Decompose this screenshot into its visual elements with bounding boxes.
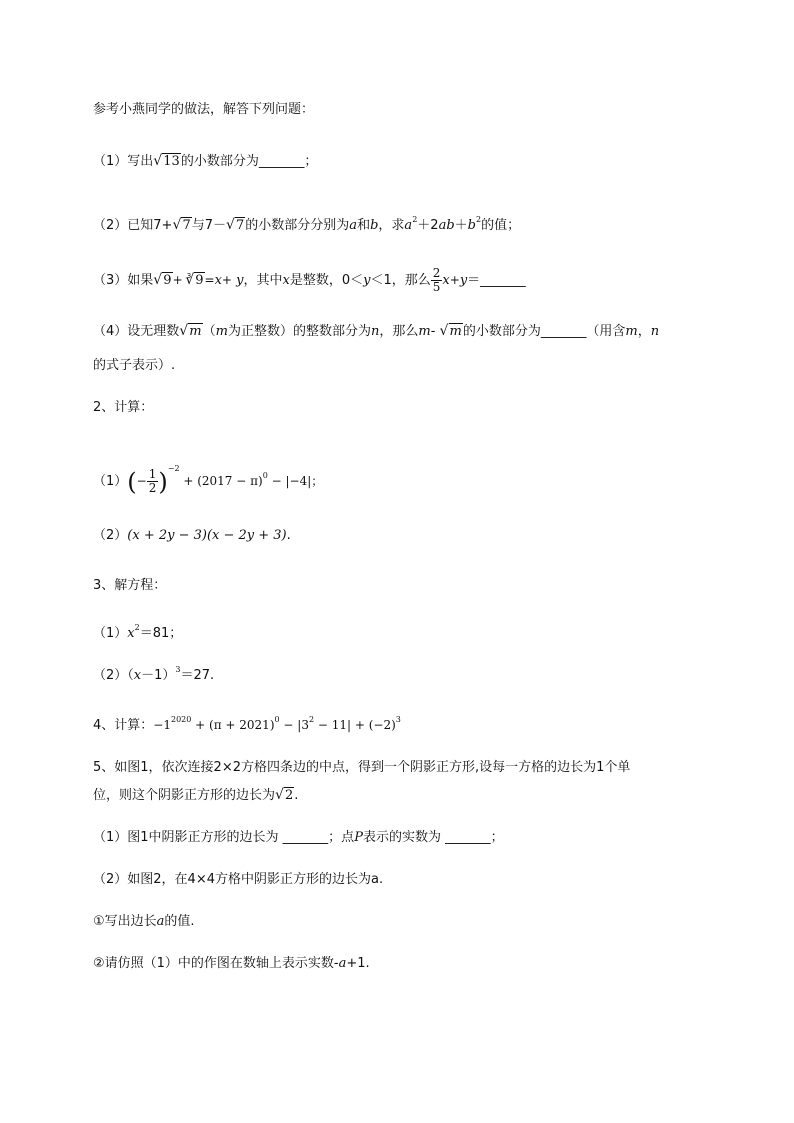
q5-line2: 位，则这个阴影正方形的边长为√ 2. — [93, 786, 298, 806]
q1-part3: （3）如果√ 9+ $^3$√ 9=x+ y，其中x是整数，0＜y＜1，那么 $\frac{2}{5}$ x+y＝_______ — [93, 262, 526, 295]
q5-part1: （1）图1中阴影正方形的边长为 _______；点P表示的实数为 _______； — [93, 830, 504, 845]
q5-line1: 5、如图1，依次连接2×2方格四条边的中点，得到一个阴影正方形,设每一方格的边长为1个单 — [93, 760, 631, 775]
q4: 4、计算：$-1^{2020} + (\pi + 2021)^0 - |3^2 - 11| + (-2)^3$ — [93, 715, 401, 733]
q3-part1: $(1)x^2=81$； — [93, 623, 183, 641]
q3-title: 3、解方程： — [93, 578, 167, 593]
fraction-2-5: $\frac{2}{5}$ — [432, 266, 441, 294]
q3-part2: $(2)(x-1)^3=27$. — [93, 665, 215, 683]
q1-part4: （4）设无理数√ m（m为正整数）的整数部分为n，那么m- √ m的小数部分为_______（用含m，n — [93, 322, 659, 342]
q1-part4-line2: 的式子表示）. — [93, 358, 176, 373]
q5-circle1: ①写出边长a的值. — [93, 914, 195, 929]
intro-text: 参考小燕同学的做法，解答下列问题： — [93, 102, 315, 117]
q5-circle2: ②请仿照（1）中的作图在数轴上表示实数-a+1. — [93, 956, 370, 971]
q2-title: 2、计算： — [93, 400, 154, 415]
q5-part2: （2）如图2，在4×4方格中阴影正方形的边长为a. — [93, 872, 384, 887]
q1-part2: （2）已知7+√ 7与7－√ 7的小数部分分别为a和b，求$a^2+2ab+b^2$的值； — [93, 210, 520, 236]
sqrt-13: √ 13 — [153, 152, 181, 172]
q2-part1: （1）(− $\frac{1}{2}$ )$^{-2} + (2017 - \pi)^0 - |-4|$； — [93, 464, 324, 496]
q1-part1: （1）写出√ 13的小数部分为_______； — [93, 152, 317, 172]
q2-part2: （2）(x + 2y − 3)(x − 2y + 3). — [93, 528, 291, 543]
